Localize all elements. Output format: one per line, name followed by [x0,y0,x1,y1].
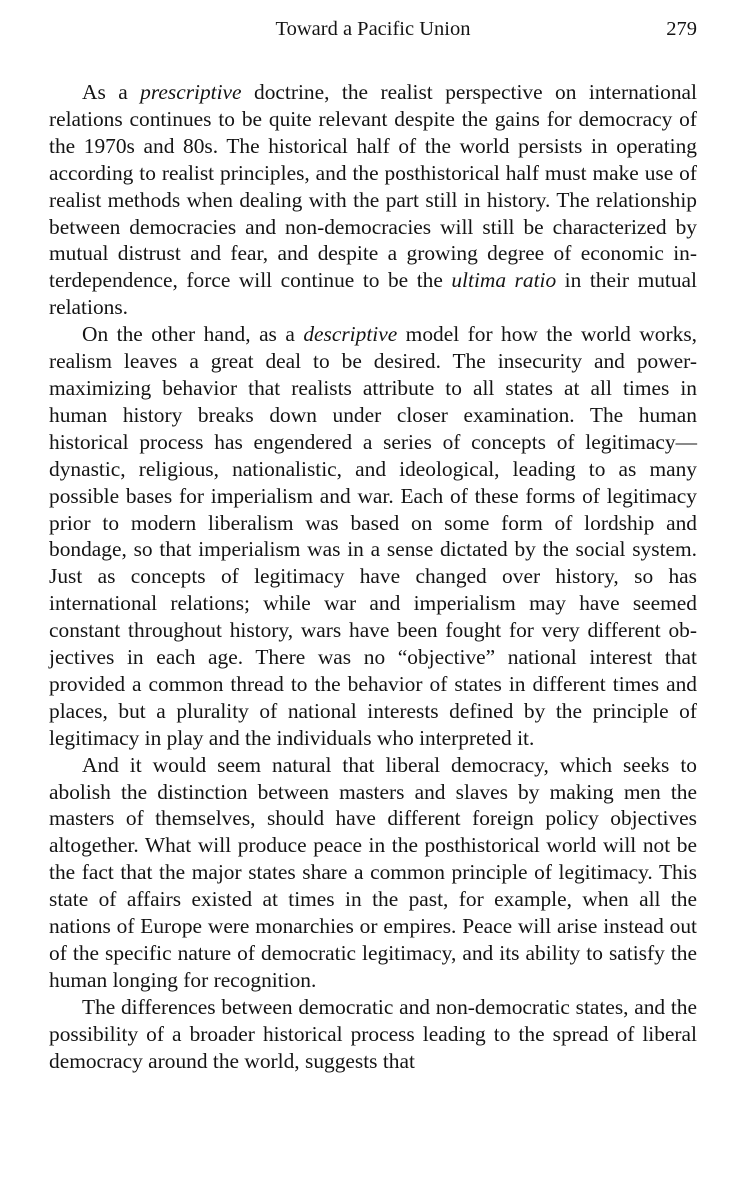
running-head [49,15,697,43]
paragraph [49,994,697,1075]
text-run: doctrine, the realist perspective on international relations continues to be quite relevant despite the gains for democracy of the 1970s and 80s. The historical half of the world persists in operating according to realist principles, and the posthistorical half must make use of realist methods when dealing with the part still in history. The relationship between democracies and non-democracies will still be characterized by mutual distrust and fear, and despite a growing degree of economic interdependence, force will continue to be the [49,80,697,293]
text-run: As a [82,80,141,104]
text-run: On the other hand, as a [82,322,304,347]
italic-term: prescriptive [140,80,242,104]
text-run: The differences between democratic and non-democratic states, and the possibility of a broader historical process leading to the spread of liberal democracy around the world, suggests that [49,994,697,1073]
text-run: And it would seem natural that liberal democracy, which seeks to abolish the distinction between masters and slaves by making men the masters of themselves, should have different foreign policy objectives altogether. What will produce peace in the posthistorical world will not be the fact that the major states share a common principle of legitimacy. This state of affairs existed at times in the past, for example, when all the nations of Europe were monarchies or empires. Peace will arise instead out of the specific nature of democratic legitimacy, and its ability to satisfy the human longing for recognition. [49,752,697,992]
body-text [49,79,697,1075]
running-title: Toward a Pacific Union [275,18,471,40]
page-number: 279 [666,18,697,40]
paragraph [49,321,697,752]
paragraph [49,79,697,321]
italic-term: descriptive [303,322,398,347]
text-run: in their mutual relations. [49,268,697,320]
italic-term: ultima ratio [451,268,557,293]
text-run: model for how the world works, realism leaves a great deal to be desired. The insecurity and power-maximizing behavior that realists attribute to all states at all times in human history breaks down under closer examination. The human historical process has engendered a series of concepts of legitimacy—dynastic, religious, nationalistic, and ideological, leading to as many possible bases for imperialism and war. Each of these forms of legitimacy prior to modern liberalism was based on some form of lordship and bondage, so that imperialism was in a sense dictated by the social system. Just as concepts of legitimacy have changed over history, so has international relations; while war and imperialism may have seemed constant throughout history, wars have been fought for very different objectives in each age. There was no “objective” national interest that provided a common thread to the behavior of states in different times and places, but a plurality of national interests defined by the principle of legitimacy in play and the individuals who interpreted it. [49,322,697,750]
paragraph [49,752,697,994]
